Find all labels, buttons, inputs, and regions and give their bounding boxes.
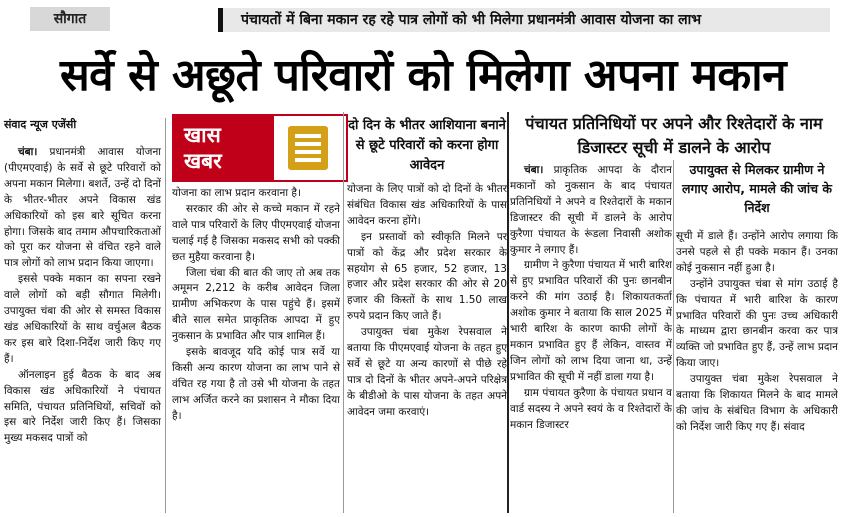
column-divider [673, 160, 674, 513]
paragraph: इससे पक्के मकान का सपना रखने वाले लोगों को बड़ी सौगात मिलेगी। उपायुक्त चंबा की ओर से समस्त विकास खंड अधिकारियों के साथ वर्चुअल बैठक कर इस बारे दिशा-निर्देश जारी किए गए हैं। [4, 273, 161, 365]
newspaper-icon [288, 126, 328, 170]
logo-text: खास खबर [174, 116, 274, 180]
paragraph: सरकार की ओर से कच्चे मकान में रहने वाले पात्र परिवारों के लिए पीएमएवाई योजना चलाई गई है जिसका मकसद सभी को पक्की छत मुहैया करवाना है। [172, 202, 340, 263]
paragraph: इन प्रस्तावों को स्वीकृति मिलने पर पात्रों को केंद्र और प्रदेश सरकार के सहयोग से 65 हजार, 52 हजार, 13 हजार और प्रदेश सरकार की ओर से 20 हजार की किस्तों के साथ 1.50 लाख रुपये प्रदान किए जाते हैं। [347, 230, 507, 323]
subheadline-probe: उपायुक्त से मिलकर ग्रामीण ने लगाए आरोप, मामले की जांच के निर्देश [682, 162, 832, 215]
paragraph: उन्होंने उपायुक्त चंबा से मांग उठाई है कि पंचायत में भारी बारिश के कारण प्रभावित परिवारों की पुनः उच्च अधिकारी के माध्यम द्वारा छानबीन करवा कर पात्र व्यक्ति जो प्रभावित हुए हैं, उन्हें लाभ प्रदान किया जाए। [676, 277, 838, 370]
article-column-1 [4, 145, 161, 515]
paragraph: ग्रामीण ने कुरैणा पंचायत में भारी बारिश से हुए प्रभावित परिवारों की पुनः छानबीन करने की मांग उठाई है। शिकायतकर्ता अशोक कुमार ने बताया कि साल 2025 में भारी बारिश के कारण काफी लोगों के मकान प्रभावित हुए हैं लेकिन, वास्तव में जिन लोगों को लाभ दिया जाना था, उन्हें प्रभावित की सूची में नहीं डाला गया है। [510, 259, 672, 383]
paragraph: सूची में डाले हैं। उन्होंने आरोप लगाया कि उनसे पहले से ही पक्के मकान हैं। उनका कोई नुकसान नहीं हुआ है। [676, 230, 838, 274]
paragraph: प्रधानमंत्री आवास योजना (पीएमएवाई) के सर्वे से छूटे परिवारों को अपना मकान मिलेगा। बशर्ते, उन्हें दो दिनों के भीतर-भीतर अपने विकास खंड अधिकारियों को इस बारे सूचित करना होगा। जिसके बाद तमाम औपचारिकताओं को पूरा कर योजना से वंचित रहने वाले पात्र लोगों को लाभ प्रदान किया जाएगा। [4, 146, 161, 270]
article-column-3 [347, 182, 507, 515]
paragraph: ऑनलाइन हुई बैठक के बाद अब विकास खंड अधिकारियों ने पंचायत समिति, पंचायत प्रतिनिधियों, सचिवों को इस बारे निर्देश जारी किए हैं। जिसका मुख्य मकसद पात्रों को [4, 368, 161, 445]
paragraph: उपायुक्त चंबा मुकेश रेपसवाल ने बताया कि शिकायत मिलने के बाद मामले की जांच के संबंधित विभाग के अधिकारी को निर्देश जारी किए गए हैं। [676, 373, 838, 433]
column-divider [343, 112, 344, 513]
section-tag: सौगात [30, 7, 110, 31]
dateline: चंबा। [524, 164, 544, 176]
subheadline-deadline: दो दिन के भीतर आशियाना बनाने से छूटे परिवारों को करना होगा आवेदन [348, 118, 506, 173]
main-headline: सर्वे से अछूते परिवारों को मिलेगा अपना मकान [59, 50, 787, 101]
signoff: संवाद [783, 420, 805, 433]
paragraph: ग्राम पंचायत कुरैणा के पंचायत प्रधान व वार्ड सदस्य ने अपने स्वयं के व रिश्तेदारों के मकान डिजास्टर [510, 386, 672, 431]
article-column-5 [676, 229, 838, 515]
kicker-headline: पंचायतों में बिना मकान रह रहे पात्र लोगों को भी मिलेगा प्रधानमंत्री आवास योजना का लाभ [218, 8, 830, 32]
paragraph: इसके बावजूद यदि कोई पात्र सर्वे या किसी अन्य कारण योजना का लाभ पाने से वंचित रह गया है तो उसे भी योजना के तहत लाभ अर्जित करने का प्रशासन ने मौका दिया है। [172, 346, 340, 422]
paragraph: योजना का लाभ प्रदान करवाना है। [172, 187, 301, 199]
paragraph: जिला चंबा की बात की जाए तो अब तक अमूमन 2,212 के करीब आवेदन जिला ग्रामीण अभिकरण के पास पहुंचे हैं। इसमें बीते साल समेत प्राकृतिक आपदा में हुए नुकसान के प्रभावित और पात्र शामिल हैं। [172, 266, 340, 343]
article-column-4 [510, 163, 672, 515]
story-divider [507, 112, 509, 513]
dateline: चंबा। [18, 146, 38, 158]
story-2-headline: पंचायत प्रतिनिधियों पर अपने और रिश्तेदारों के नाम डिजास्टर सूची में डालने के आरोप [525, 114, 823, 157]
paragraph: प्राकृतिक आपदा के दौरान मकानों को नुकसान के बाद पंचायत प्रतिनिधियों ने अपने व रिश्तेदारों के मकान डिजास्टर की सूची में डालने के आरोप कुरैणा पंचायत के रूंडला निवासी अशोक कुमार ने लगाए हैं। [510, 164, 672, 256]
paragraph: उपायुक्त चंबा मुकेश रेपसवाल ने बताया कि पीएमएवाई योजना के तहत हुए सर्वे से छूटे या अन्य कारणों से पीछे रहे पात्र दो दिनों के भीतर अपने-अपने परिक्षेत्र के बीडीओ के पास योजना के तहत अपने आवेदन जमा करवाएं। [347, 326, 507, 418]
byline: संवाद न्यूज एजेंसी [4, 118, 77, 131]
top-bar [0, 0, 843, 38]
khas-khabar-logo [172, 114, 348, 182]
paragraph: योजना के लिए पात्रों को दो दिनों के भीतर संबंधित विकास खंड अधिकारियों के पास आवेदन करना होंगे। [347, 183, 507, 227]
column-divider [165, 118, 166, 513]
article-column-2 [172, 186, 340, 516]
